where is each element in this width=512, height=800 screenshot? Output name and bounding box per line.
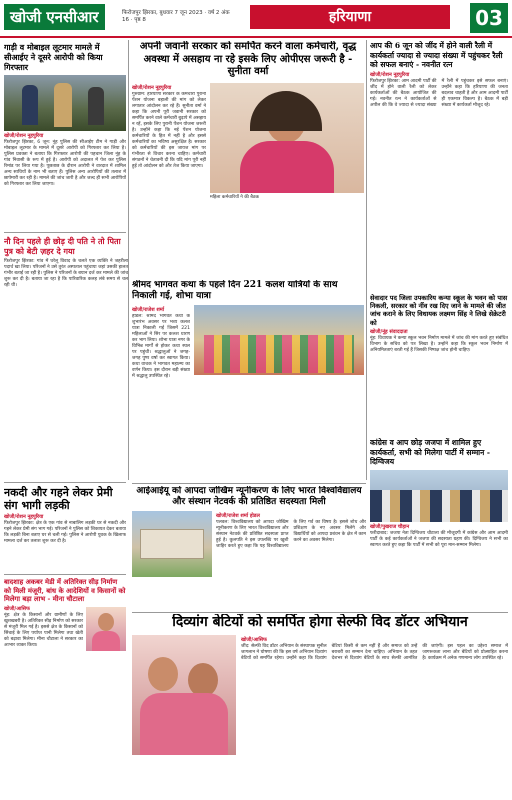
story-body: फिरोजपुर झिरका, 6 जून: नूंह पुलिस की सीआईए टीम ने गाड़ी और मोबाइल लूटमार के मामले में दूसरे आरोपी को गिरफ्तार कर लिया है। पुलिस प्रवक्ता ने बताया कि गिरफ्तार आरोपी की पहचान जिला नूंह के गांव निवासी के रूप में हुई है। आरोपी को अदालत में पेश कर पुलिस रिमांड पर लिया गया है। पूछताछ के दौरान आरोपी ने वारदात में शामिल अन्य साथियों के नाम भी बताए हैं। पुलिस अन्य आरोपियों की तलाश में छापेमारी कर रही है। मामले की जांच जारी है और जल्द ही सभी आरोपियों को गिरफ्तार कर लिया जाएगा। — [4, 140, 126, 187]
story-byline: खोजी/पुखराज चौहान — [370, 523, 410, 530]
story-body: फिरोजपुर झिरका: क्षेत्र के एक गांव से नाबालिग लड़की घर से नकदी और गहने लेकर प्रेमी संग भाग गई। परिजनों ने पुलिस को शिकायत देकर बताया कि लड़की बिना बताए घर से चली गई। पुलिस ने आरोपी युवक के खिलाफ मामला दर्ज कर तलाश शुरू कर दी है। — [4, 521, 126, 544]
divider — [132, 612, 508, 613]
police-photo — [4, 75, 126, 131]
story-selfie — [132, 614, 508, 798]
story-bhagwat — [132, 280, 364, 480]
story-body: नूंह: क्षेत्र के किसानों और ग्रामीणों के लिए खुशखबरी है। अतिरिक्त सीड़ निर्माण को सरकार से मंजूरी मिल गई है। इससे क्षेत्र के किसानों को सिंचाई के लिए पर्याप्त पानी मिलेगा तथा खेती को बढ़ावा मिलेगा। मीना चौटाला ने सरकार का आभार व्यक्त किया। — [4, 612, 83, 648]
story-body: गुरुग्राम: हरियाणा सरकार के कर्मचारी पुरानी पेंशन योजना बहाली की मांग को लेकर लगातार आंदोलन कर रहे हैं। सुनीता वर्मा ने कहा कि अपनी पूरी जवानी सरकार को समर्पित करने वाले कर्मचारी बुढ़ापे में असहाय न रहें, इसके लिए पुरानी पेंशन योजना जरूरी है। उन्होंने कहा कि नई पेंशन योजना कर्मचारियों के हित में नहीं है और इससे कर्मचारियों का भविष्य असुरक्षित है। सरकार को कर्मचारियों की इस जायज मांग पर गंभीरता से विचार करना चाहिए। कर्मचारी संगठनों ने चेतावनी दी कि यदि मांग पूरी नहीं हुई तो आंदोलन को और तेज किया जाएगा। — [132, 91, 206, 169]
divider — [4, 232, 126, 233]
divider — [128, 40, 129, 480]
story-body: होडल: श्रीमद भागवत कथा के शुभारंभ अवसर पर भव्य कलश यात्रा निकाली गई जिसमें 221 महिलाओं ने सिर पर कलश धारण कर भाग लिया। शोभा यात्रा नगर के विभिन्न मार्गों से होकर कथा स्थल पर पहुंची। श्रद्धालुओं ने जगह-जगह पुष्प वर्षा कर स्वागत किया। कथा वाचक ने भागवत महात्म्य का वर्णन किया। इस दौरान बड़ी संख्या में श्रद्धालु उपस्थित रहे। — [132, 314, 190, 379]
lead-photo — [210, 83, 364, 193]
procession-photo — [194, 305, 364, 375]
story-headline: श्रीमद भागवत कथा के पहले दिन 221 कलश यात्रियों के साथ निकाली गई, शोभा यात्रा — [132, 280, 338, 301]
story-headline: कांग्रेस व आप छोड़ जजपा में शामिल हुए कार्यकर्ता, सभी को मिलेगा पार्टी में सम्मान - दिग्विजय — [370, 438, 491, 466]
story-top-right — [370, 41, 508, 291]
story-body-continued — [194, 378, 364, 466]
story-left-last — [4, 578, 126, 796]
story-byline: खोजी/रोशन नूहपुरिया — [4, 514, 44, 520]
story-byline: खोजी/नूंह संवाददाता — [370, 328, 408, 335]
dateline: फिरोजपुर झिरका, बुधवार 7 जून 2023 · वर्ष 2 अंक 16 · पृष्ठ 8 — [122, 10, 230, 23]
person-photo — [86, 607, 126, 651]
story-byline: खोजी/राजेश शर्मा होडल — [216, 513, 260, 519]
story-byline: खोजी/आसिफ — [4, 605, 30, 612]
story-left-top — [4, 42, 126, 230]
photo-caption: महिला कर्मचारियों ने की बैठक — [210, 194, 259, 200]
divider — [132, 483, 366, 484]
story-headline: आईआईयू को आपदा जोखिम न्यूनीकरण के लिए भारत विश्वविद्यालय और संस्थान नेटवर्क की प्रतिष्ठित सदस्यता मिली — [136, 486, 362, 507]
story-byline: खोजी/रोशन नूहपुरिया — [4, 133, 44, 139]
divider — [366, 40, 367, 480]
group-photo — [370, 470, 508, 522]
divider — [4, 482, 126, 483]
story-body: फिरोजपुर झिरका: गांव में घरेलू विवाद के चलते एक व्यक्ति ने जहरीला पदार्थ खा लिया। परिजनों ने उसे तुरंत अस्पताल पहुंचाया जहां उसकी हालत गंभीर बताई जा रही है। पुलिस ने परिजनों के बयान दर्ज कर मामले की जांच शुरू कर दी है। बताया जा रहा है कि पारिवारिक कलह लंबे समय से चल रही थी। — [4, 259, 128, 288]
story-congress — [370, 438, 508, 608]
masthead — [0, 0, 512, 38]
newspaper-logo: खोजी एनसीआर — [4, 4, 105, 30]
story-headline: दिव्यांग बेटियों को समर्पित होगा सेल्फी विद डॉटर अभियान — [172, 614, 468, 630]
story-byline: खोजी/राजेश शर्मा — [132, 307, 165, 313]
story-headline: बादशाह अकबर मेडी में अतिरिक्त सीड़ निर्माण को मिली मंजूरी, बांध के आदेशियों व किसानों को मिलेगा बड़ा लाभ - मीना चौटाला — [4, 578, 126, 603]
story-headline: गाड़ी व मोबाइल लूटमार मामले में सीआईए ने दूसरे आरोपी को किया गिरफ्तार — [4, 42, 103, 72]
story-byline: खोजी/रोशन नूहपुरिया — [132, 84, 172, 91]
story-byline: खोजी/रोशन नूहपुरिया — [370, 71, 410, 78]
story-left-mid — [4, 236, 128, 366]
story-lead — [132, 41, 364, 276]
story-headline: नकदी और गहने लेकर प्रेमी संग भागी लड़की — [4, 486, 113, 512]
story-body: जींद: सेल्फी विद डॉटर अभियान के संस्थापक सुनील जागलान ने घोषणा की कि इस वर्ष अभियान दिव्यांग बेटियों को समर्पित रहेगा। उन्होंने कहा कि दिव्यांग बेटियां किसी से कम नहीं हैं और समाज को उन्हें बराबरी का सम्मान देना चाहिए। अभियान के तहत देशभर से दिव्यांग बेटियों के साथ सेल्फी आमंत्रित की जाएंगी। इस पहल का उद्देश्य समाज में जागरूकता लाना और बेटियों को प्रोत्साहित करना है। कार्यक्रम में अनेक गणमान्य लोग उपस्थित रहे। — [241, 644, 508, 661]
selfie-photo — [132, 635, 236, 755]
story-body: पलवल: विश्वविद्यालय को आपदा जोखिम न्यूनीकरण के लिए भारत विश्वविद्यालय और संस्थान नेटवर्क की प्रतिष्ठित सदस्यता प्राप्त हुई है। कुलपति ने इस उपलब्धि पर खुशी जाहिर करते हुए कहा कि यह विश्वविद्यालय के लिए गर्व का विषय है। इससे शोध और प्रशिक्षण के नए अवसर मिलेंगे और विद्यार्थियों को आपदा प्रबंधन के क्षेत्र में काम करने का अवसर मिलेगा। — [216, 520, 366, 549]
campus-photo — [132, 511, 212, 577]
story-byline: खोजी/आसिफ — [241, 637, 267, 643]
divider — [4, 574, 126, 575]
story-headline: नौ दिन पहले ही छोड़ दी पति ने तो पिता पुत्र को बेटी ज़हर दे गया — [4, 236, 121, 256]
story-body: नूंह: विधायक ने कन्या स्कूल भवन निर्माण मामले में जांच की मांग करते हुए संबंधित विभाग के सचिव को पत्र लिखा है। उन्होंने कहा कि स्कूल भवन निर्माण में अनियमितताएं बरती गई हैं जिसकी निष्पक्ष जांच होनी चाहिए। — [370, 335, 508, 353]
story-left-bottom — [4, 486, 126, 572]
story-body: फरीदाबाद: जजपा नेता दिग्विजय चौटाला की मौजूदगी में कांग्रेस और आम आदमी पार्टी के कई कार्यकर्ताओं ने जजपा की सदस्यता ग्रहण की। दिग्विजय ने सभी का स्वागत करते हुए कहा कि पार्टी में सभी को पूरा मान-सम्मान मिलेगा। — [370, 530, 508, 548]
page-number: 03 — [470, 3, 508, 33]
section-banner: हरियाणा — [250, 5, 450, 29]
story-headline: अपनी जवानी सरकार को समर्पित करने वाला कर्मचारी, वृद्ध अवस्था में असहाय ना रहे इसके लिए ओपीएस जरूरी है - सुनीता वर्मा — [139, 41, 357, 77]
story-headline: आप की 6 जून को जींद में होने वाली रैली में कार्यकर्ता ज्यादा से ज्यादा संख्या में पहुंचकर रैली को सफल बनाएं - नवनीत रत्न — [370, 41, 503, 69]
story-headline: सेवादार पद जिला उपकारिय कन्या स्कूल के भवन को पास निकली, सरकार को नींव रख दिए जाने के मामले की जीत जांच कराने के लिए विधायक लक्ष्मण सिंह ने लिखे सेक्रेटरी को — [370, 294, 508, 327]
story-sevatar — [370, 294, 508, 434]
story-iit — [132, 486, 366, 610]
story-body: फिरोजपुर झिरका: आम आदमी पार्टी की जींद में होने वाली रैली को लेकर कार्यकर्ताओं की बैठक आयोजित की गई। नवनीत रत्न ने कार्यकर्ताओं से अपील की कि वे ज्यादा से ज्यादा संख्या में रैली में पहुंचकर इसे सफल बनाएं। उन्होंने कहा कि हरियाणा की जनता बदलाव चाहती है और आम आदमी पार्टी ही एकमात्र विकल्प है। बैठक में बड़ी संख्या में कार्यकर्ता मौजूद रहे। — [370, 78, 508, 108]
